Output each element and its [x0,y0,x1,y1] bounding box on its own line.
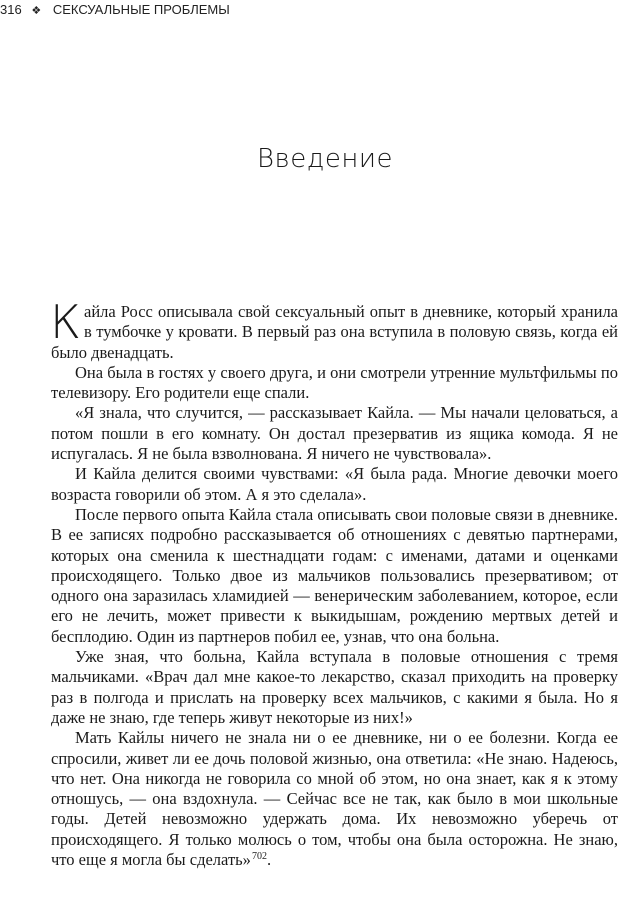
drop-cap: К [50,295,81,349]
section-title: СЕКСУАЛЬНЫЕ ПРОБЛЕМЫ [52,2,230,17]
paragraph-text: айла Росс описывала свой сексуальный опыт в дневнике, который хранила в тумбочке у кровати. В первый раз она вступила в половую связь, когда ей было двенадцать. [51,302,618,362]
footnote-reference[interactable]: 702 [251,850,267,862]
paragraph [50,295,618,363]
paragraph: И Кайла делится своими чувствами: «Я была рада. Многие девочки моего возраста говорили об этом. А я это сделала». [51,464,618,504]
paragraph: Уже зная, что больна, Кайла вступала в половые отношения с тремя мальчиками. «Врач дал мне какое-то лекарство, сказал приходить на проверку раз в полгода и прислать на проверку всех мальчиков, с какими я была. Но я даже не знаю, где теперь живут некоторые из них!» [51,647,618,727]
paragraph: После первого опыта Кайла стала описывать свои половые связи в дневнике. В ее записях подробно рассказывается об отношениях с девятью партнерами, которых она сменила к шестнадцати годам: с именами, датами и оценками происходящего. Только двое из мальчиков пользовались презервативом; от одного она заразилась хламидией — венерическим заболеванием, которое, если его не лечить, может привести к выкидышам, рождению мертвых детей и бесплодию. Один из партнеров побил ее, узнав, что она больна. [51,504,618,646]
chapter-title: Введение [257,144,393,174]
paragraph [51,728,618,870]
body-text [50,295,618,870]
paragraph-end: . [266,850,272,870]
ornament-separator-icon: ❖ [31,5,42,17]
running-header [0,0,600,20]
paragraph-text: Мать Кайлы ничего не знала ни о ее дневнике, ни о ее болезни. Когда ее спросили, живет ли ее дочь половой жизнью, она ответила: «Не знаю. Надеюсь, что нет. Она никогда не говорила со мной об этом, но она знает, как я к этому отношусь, — она вздохнула. — Сейчас все не так, как было в мои школьные годы. Детей невозможно удержать дома. Их невозможно уберечь от происходящего. Я только молюсь о том, чтобы она была осторожна. Не знаю, что еще я могла бы сделать» [51,728,618,870]
paragraph: «Я знала, что случится, — рассказывает Кайла. — Мы начали целоваться, а потом пошли в его комнату. Он достал презерватив из ящика комода. Я не испугалась. Я не была взволнована. Я ничего не чувствовала». [51,403,618,464]
paragraph: Она была в гостях у своего друга, и они смотрели утренние мультфильмы по телевизору. Его родители еще спали. [51,362,618,403]
page-number: 316 [0,2,22,17]
